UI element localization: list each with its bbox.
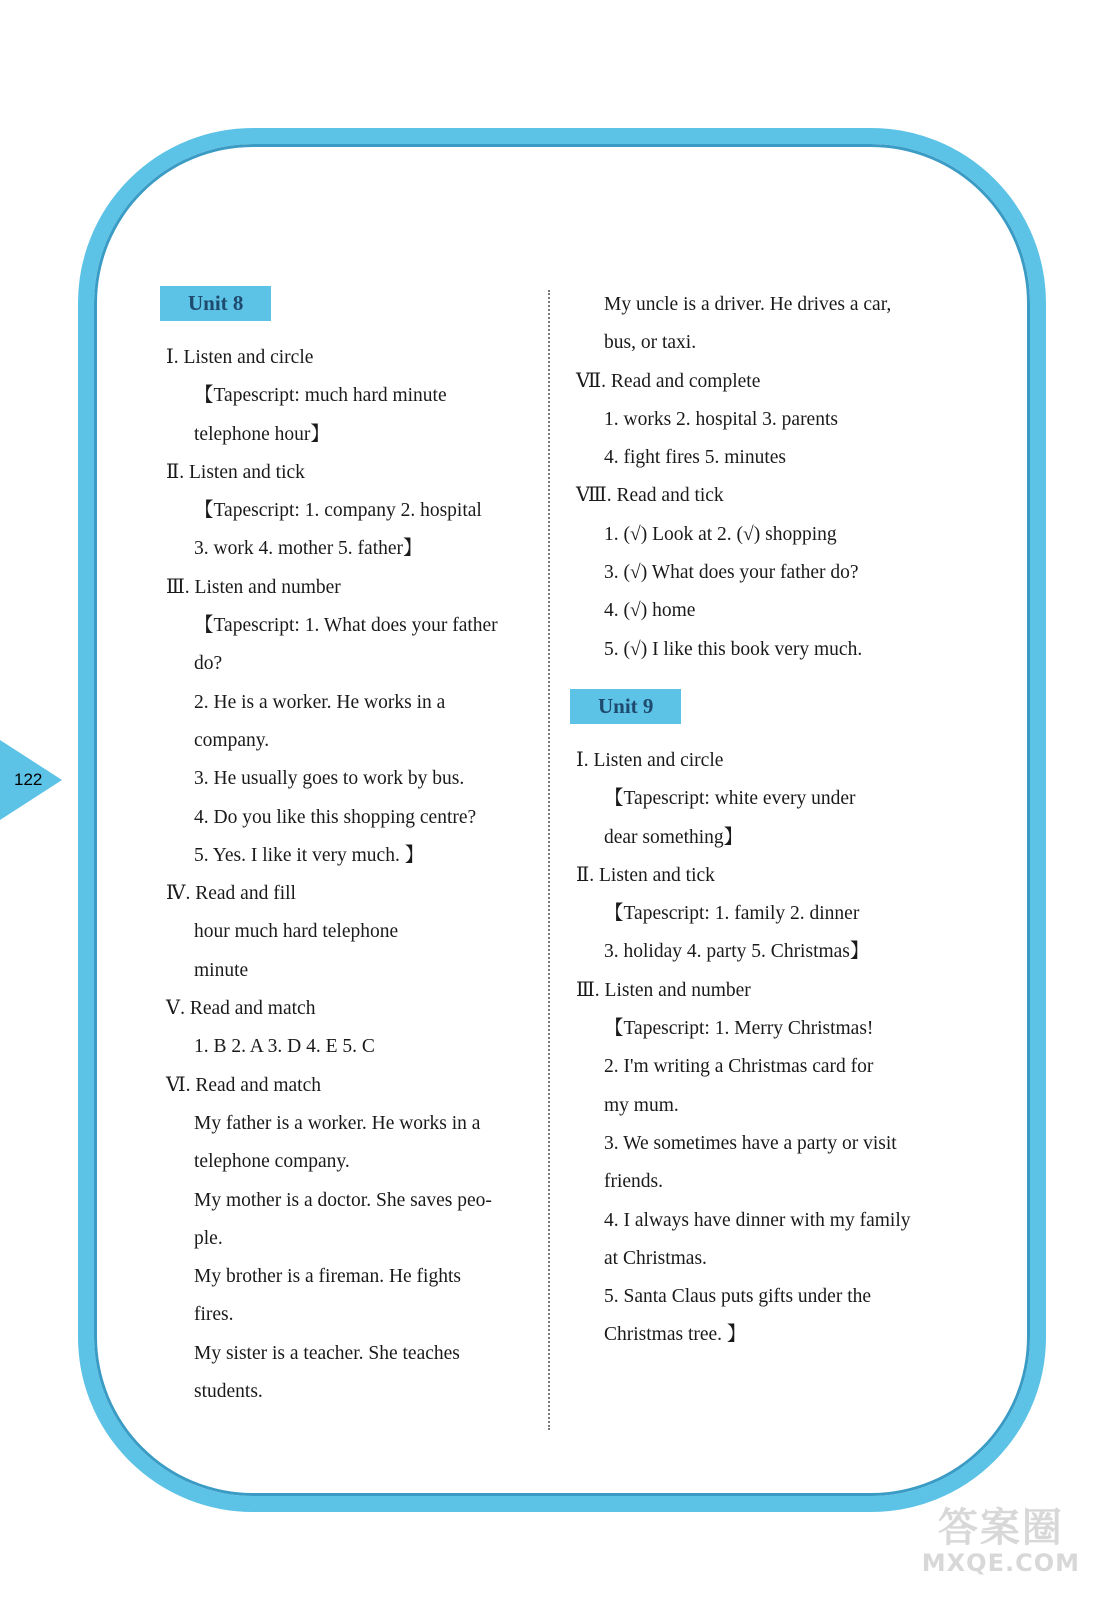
answer-line: 【Tapescript: 1. company 2. hospital: [194, 500, 482, 522]
answer-line: minute: [194, 959, 249, 981]
answer-line: 3. We sometimes have a party or visit: [604, 1132, 897, 1154]
answer-line: My brother is a fireman. He fights: [194, 1266, 461, 1288]
section-heading: Ⅱ. Listen and tick: [166, 461, 305, 483]
section-heading: Ⅰ. Listen and circle: [576, 749, 724, 771]
answer-line: My father is a worker. He works in a: [194, 1112, 481, 1134]
answer-line: telephone company.: [194, 1151, 350, 1173]
section-heading: Ⅷ. Read and tick: [576, 485, 724, 507]
column-divider: [548, 290, 550, 1430]
section-heading: Ⅳ. Read and fill: [166, 883, 296, 905]
answer-line: 1. works 2. hospital 3. parents: [604, 408, 838, 430]
answer-line: 【Tapescript: much hard minute: [194, 385, 447, 407]
answer-line: fires.: [194, 1304, 234, 1326]
answer-line: 1. (√) Look at 2. (√) shopping: [604, 523, 837, 545]
answer-line: company.: [194, 729, 270, 751]
answer-line: 3. (√) What does your father do?: [604, 562, 859, 584]
answer-line: 【Tapescript: 1. Merry Christmas!: [604, 1018, 874, 1040]
section-heading: Ⅲ. Listen and number: [166, 576, 341, 598]
right-column: [570, 286, 970, 1355]
answer-line: 5. Santa Claus puts gifts under the: [604, 1286, 872, 1308]
answer-line: 2. I'm writing a Christmas card for: [604, 1056, 874, 1078]
answer-line: hour much hard telephone: [194, 921, 399, 943]
answer-line: 3. holiday 4. party 5. Christmas】: [604, 941, 870, 963]
unit-8-label: Unit 8: [160, 286, 271, 321]
answer-line: 5. (√) I like this book very much.: [604, 638, 863, 660]
answer-line: 1. B 2. A 3. D 4. E 5. C: [194, 1036, 375, 1058]
watermark-logo: [922, 1506, 1080, 1576]
unit-8-answers-continued: [570, 286, 970, 669]
answer-line: 【Tapescript: 1. What does your father: [194, 615, 498, 637]
page-number: 122: [14, 770, 43, 789]
unit-9-label: Unit 9: [570, 689, 681, 724]
answer-line: Christmas tree. 】: [604, 1324, 747, 1346]
answer-line: 【Tapescript: white every under: [604, 788, 856, 810]
section-heading: Ⅴ. Read and match: [166, 998, 316, 1020]
section-heading: Ⅰ. Listen and circle: [166, 347, 314, 368]
answer-line: 3. work 4. mother 5. father】: [194, 538, 423, 560]
answer-line: dear something】: [604, 826, 744, 848]
answer-line: 5. Yes. I like it very much. 】: [194, 844, 425, 866]
section-heading: Ⅲ. Listen and number: [576, 979, 751, 1001]
unit-8-answers: [160, 339, 540, 1411]
section-heading: Ⅵ. Read and match: [166, 1074, 321, 1096]
answer-line: telephone hour】: [194, 423, 330, 445]
answer-line: ple.: [194, 1227, 223, 1249]
answer-line: My mother is a doctor. She saves peo-: [194, 1189, 492, 1211]
section-heading: Ⅶ. Read and complete: [576, 370, 761, 392]
answer-line: 【Tapescript: 1. family 2. dinner: [604, 903, 860, 925]
answer-line: 3. He usually goes to work by bus.: [194, 768, 465, 790]
answer-line: my mum.: [604, 1094, 679, 1116]
answer-line: 4. I always have dinner with my family: [604, 1209, 911, 1231]
watermark-en: MXQE.COM: [921, 1549, 1080, 1577]
answer-line: do?: [194, 653, 223, 675]
answer-line: 4. Do you like this shopping centre?: [194, 806, 477, 828]
unit-9-answers: [570, 742, 970, 1355]
left-column: [160, 286, 540, 1411]
answer-line: friends.: [604, 1171, 664, 1193]
section-heading: Ⅱ. Listen and tick: [576, 864, 715, 886]
answer-line: students.: [194, 1381, 263, 1403]
answer-line: 2. He is a worker. He works in a: [194, 691, 446, 713]
answer-line: My uncle is a driver. He drives a car,: [604, 294, 892, 315]
answer-line: bus, or taxi.: [604, 332, 697, 354]
answer-line: at Christmas.: [604, 1247, 707, 1269]
answer-line: 4. (√) home: [604, 600, 696, 622]
answer-line: My sister is a teacher. She teaches: [194, 1342, 460, 1364]
watermark-cn: 答案圈: [937, 1505, 1064, 1551]
answer-line: 4. fight fires 5. minutes: [604, 447, 786, 469]
